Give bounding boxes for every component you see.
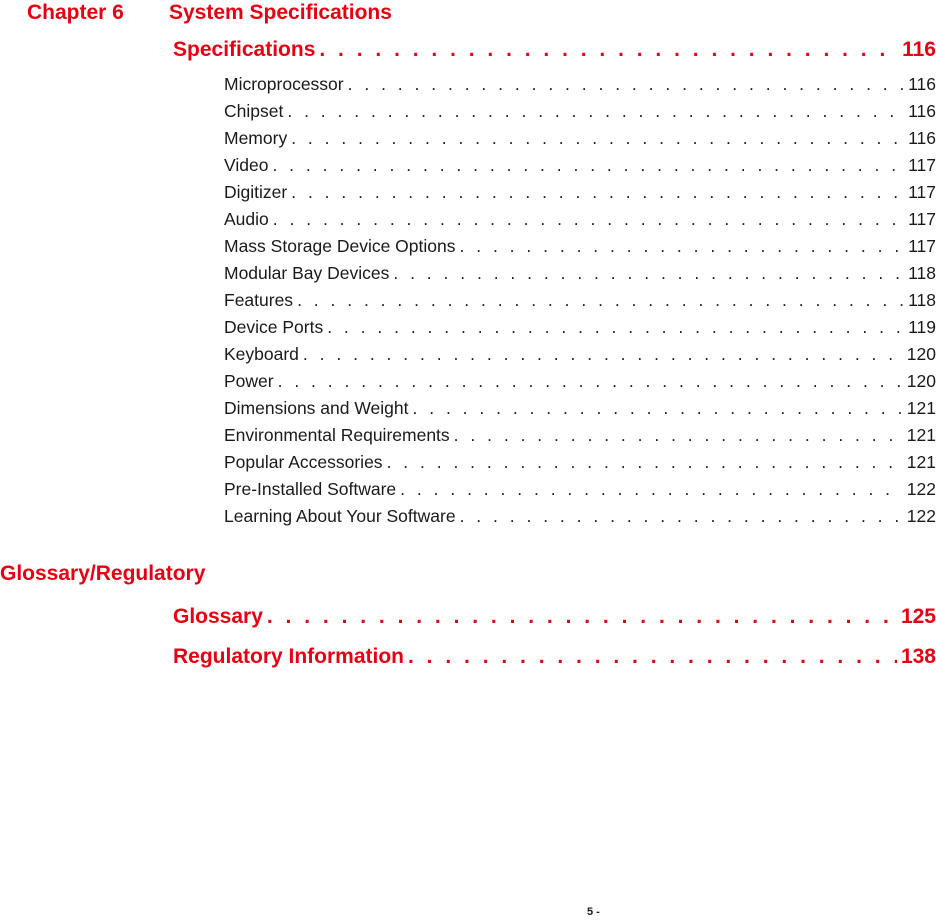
toc-subentry-label: Power [224,371,274,391]
dot-leader [303,344,903,365]
dot-leader [387,452,903,473]
toc-subentry-page: 121 [906,452,936,472]
chapter-title: System Specifications [169,1,392,24]
toc-subentry-label: Popular Accessories [224,452,383,472]
dot-leader [273,209,904,230]
toc-entry-glossary[interactable] [173,605,936,635]
toc-entry-page: 138 [900,645,936,668]
dot-leader [319,38,898,62]
chapter-number: Chapter 6 [27,1,124,24]
toc-entry-specifications[interactable] [173,38,936,68]
toc-subentry-label: Digitizer [224,182,288,202]
toc-subentry-label: Memory [224,128,288,148]
toc-entry-page: 125 [900,605,936,628]
dot-leader [287,101,904,122]
toc-subentry[interactable] [224,479,936,506]
toc-subentry-page: 122 [906,479,936,499]
toc-subentry[interactable] [224,101,936,128]
toc-subentry[interactable] [224,236,936,263]
dot-leader [267,605,897,629]
dot-leader [291,182,904,203]
page-number: 5 - [587,906,600,918]
dot-leader [272,155,904,176]
toc-subentry-label: Chipset [224,101,284,121]
toc-subentry-label: Audio [224,209,269,229]
toc-subentry-page: 116 [908,74,936,94]
toc-entry-label: Regulatory Information [173,645,405,668]
dot-leader [460,506,903,527]
toc-subentry-label: Mass Storage Device Options [224,236,456,256]
toc-subentry-page: 118 [908,263,936,283]
dot-leader [413,398,903,419]
toc-subentry[interactable] [224,263,936,290]
toc-subentry-label: Modular Bay Devices [224,263,390,283]
toc-subentry-page: 118 [908,290,936,310]
toc-subentry[interactable] [224,506,936,533]
toc-entry-label: Specifications [173,38,316,61]
dot-leader [454,425,903,446]
toc-entry-page: 116 [902,38,936,61]
toc-subentry[interactable] [224,371,936,398]
toc-subentry-page: 121 [906,398,936,418]
toc-subentry-label: Dimensions and Weight [224,398,409,418]
dot-leader [393,263,904,284]
dot-leader [408,645,897,669]
toc-subentry[interactable] [224,290,936,317]
toc-subentry[interactable] [224,182,936,209]
section-heading-glossary-regulatory: Glossary/Regulatory [0,562,206,585]
toc-subentry-page: 119 [908,317,936,337]
toc-subentry-label: Device Ports [224,317,324,337]
toc-subentry-page: 122 [906,506,936,526]
toc-subentry[interactable] [224,398,936,425]
dot-leader [278,371,903,392]
toc-subentry-label: Learning About Your Software [224,506,456,526]
toc-subentry-page: 120 [906,344,936,364]
toc-subentry-page: 117 [908,182,936,202]
toc-subentry-label: Microprocessor [224,74,344,94]
toc-subentry[interactable] [224,317,936,344]
toc-subentry-label: Video [224,155,269,175]
dot-leader [291,128,904,149]
toc-subentry[interactable] [224,452,936,479]
toc-subentry-page: 117 [908,209,936,229]
toc-subentry[interactable] [224,128,936,155]
toc-subentry-label: Features [224,290,294,310]
dot-leader [327,317,904,338]
toc-subentry[interactable] [224,209,936,236]
dot-leader [460,236,905,257]
toc-subentry-page: 117 [908,155,936,175]
toc-subentry-page: 117 [908,236,936,256]
toc-subentry-page: 121 [906,425,936,445]
toc-subentry-page: 116 [908,128,936,148]
dot-leader [297,290,904,311]
chapter-heading [27,0,392,26]
toc-entry-regulatory-information[interactable] [173,645,936,675]
toc-subentry-label: Pre-Installed Software [224,479,397,499]
toc-subentry-label: Keyboard [224,344,299,364]
toc-entry-label: Glossary [173,605,263,628]
toc-subentry[interactable] [224,425,936,452]
toc-subentry-page: 116 [908,101,936,121]
toc-subentry-label: Environmental Requirements [224,425,450,445]
toc-subentry[interactable] [224,344,936,371]
toc-subentry[interactable] [224,155,936,182]
dot-leader [400,479,903,500]
dot-leader [348,74,904,95]
toc-subentry[interactable] [224,74,936,101]
toc-subentry-page: 120 [906,371,936,391]
